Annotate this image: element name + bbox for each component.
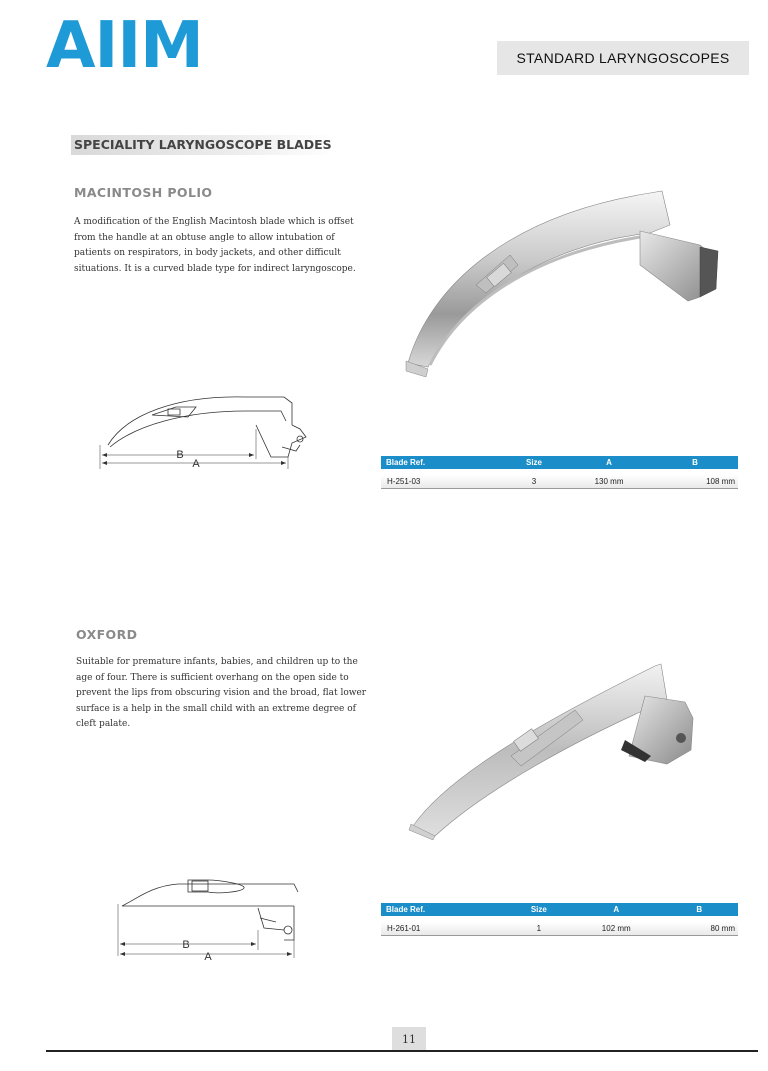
cell-blade-ref: H-261-01 — [381, 922, 506, 935]
section-title: SPECIALITY LARYNGOSCOPE BLADES — [71, 135, 335, 155]
dimension-label-b: B — [182, 939, 190, 951]
table-header-a: A — [566, 456, 652, 469]
table-row — [381, 475, 738, 488]
product-name-macintosh-polio: MACINTOSH POLIO — [74, 185, 213, 200]
oxford-technical-drawing — [108, 870, 308, 965]
product-name-oxford: OXFORD — [76, 627, 138, 642]
cell-size: 3 — [502, 475, 566, 488]
macintosh-polio-technical-drawing — [96, 385, 316, 475]
table-header-size: Size — [502, 456, 566, 469]
table-header-a: A — [572, 903, 661, 916]
oxford-spec-table — [381, 903, 738, 936]
cell-b: 80 mm — [661, 922, 738, 935]
cell-blade-ref: H-251-03 — [381, 475, 502, 488]
oxford-blade-photo — [405, 660, 705, 840]
table-header-b: B — [661, 903, 738, 916]
page-number: 11 — [392, 1027, 426, 1051]
dimension-label-a: A — [204, 951, 212, 963]
footer-divider — [46, 1050, 758, 1052]
table-header-blade-ref: Blade Ref. — [381, 456, 502, 469]
dimension-label-a: A — [192, 458, 200, 470]
brand-logo: AIIM — [46, 9, 203, 83]
cell-a: 102 mm — [572, 922, 661, 935]
product-description-oxford: Suitable for premature infants, babies, and children up to the age of four. There is sufficient overhang on the open side to prevent the lips from obscuring vision and the broad, flat lower surface is a help in the small child with an extreme degree of cleft palate. — [76, 657, 367, 729]
table-header-size: Size — [506, 903, 572, 916]
macintosh-polio-blade-photo — [400, 185, 730, 385]
product-description-macintosh-polio: A modification of the English Macintosh blade which is offset from the handle at an obtuse angle to allow intubation of patients on respirators, in body jackets, and other difficult situations. It is a curved blade type for indirect laryngoscope. — [74, 217, 356, 274]
cell-b: 108 mm — [652, 475, 738, 488]
macintosh-polio-spec-table — [381, 456, 738, 489]
table-row — [381, 922, 738, 935]
table-header-blade-ref: Blade Ref. — [381, 903, 506, 916]
table-header-b: B — [652, 456, 738, 469]
category-label: STANDARD LARYNGOSCOPES — [497, 41, 749, 75]
dimension-label-b: B — [176, 449, 184, 461]
cell-size: 1 — [506, 922, 572, 935]
cell-a: 130 mm — [566, 475, 652, 488]
